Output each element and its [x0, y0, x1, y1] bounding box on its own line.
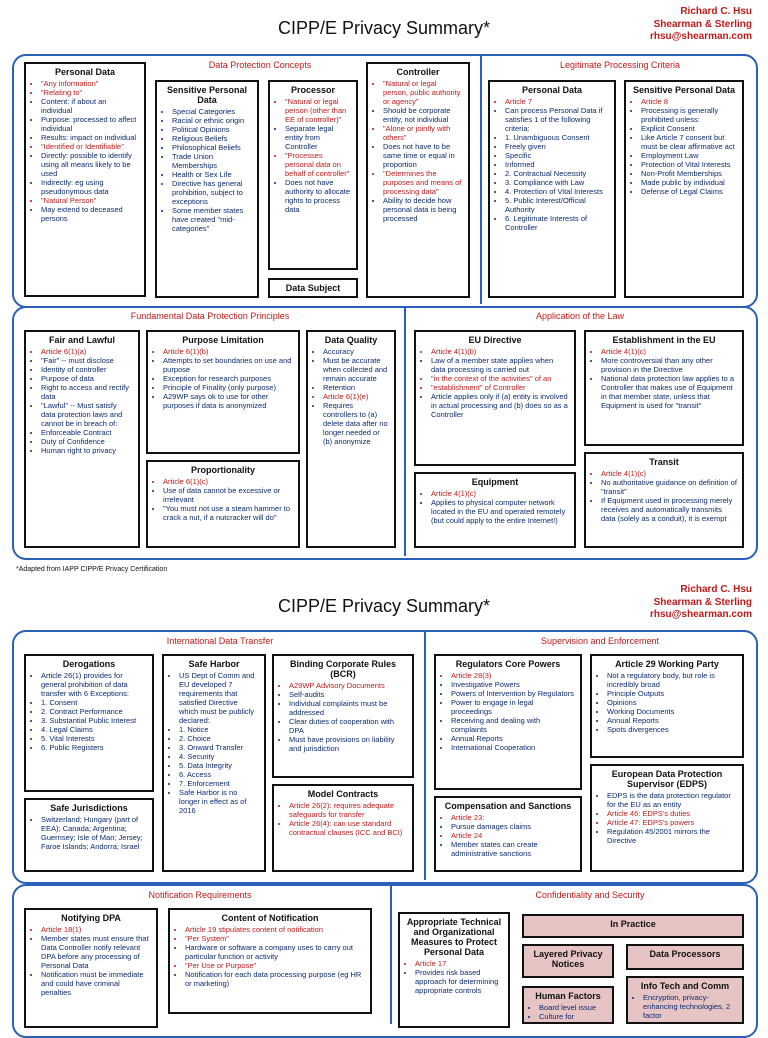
list-item: • Safe Harbor is no longer in effect as of 2016 — [179, 788, 259, 815]
section-title: Application of the Law — [535, 311, 625, 321]
box-safe-harbor — [162, 654, 266, 872]
list-item: • Article 26(4): can use standard contractual clauses (ICC and BCI) — [289, 819, 407, 837]
list-item: • May extend to deceased persons — [41, 205, 139, 223]
box-title: Fair and Lawful — [48, 335, 115, 345]
list-item: • 4. Security — [179, 752, 259, 761]
list-item: • Annual Reports — [607, 716, 737, 725]
list-item: • Spots divergences — [607, 725, 737, 734]
list-item: • Content: if about an individual — [41, 97, 139, 115]
list-item: • Not a regulatory body, but role is incredibly broad — [607, 671, 737, 689]
list-item: • Some member states have created "mid-categories" — [172, 206, 252, 233]
list-item: • Article 47: EDPS's powers — [607, 818, 737, 827]
list-item: • Applies to physical computer network located in the EU and operated remotely (but could apply to the entire Internet!) — [431, 498, 569, 525]
list-item: • 2. Contract Performance — [41, 707, 147, 716]
list-item: • Duty of Confidence — [41, 437, 133, 446]
list-item: • Article 4(1)(c) — [601, 469, 737, 478]
box-eu-directive — [414, 330, 576, 466]
box-purpose-limitation — [146, 330, 300, 454]
list-item: • Article 8 — [641, 97, 737, 106]
list-item: • Article 6(1)(b) — [163, 347, 293, 356]
box-title: EU Directive — [468, 335, 522, 345]
list-item: • Purpose of data — [41, 374, 133, 383]
list-item: • 5. Public Interest/Official Authority — [505, 196, 609, 214]
box-proportionality — [146, 460, 300, 548]
author-block — [650, 6, 752, 44]
list-item: • Separate legal entity from Controller — [285, 124, 351, 151]
list-item: • "Natural or legal person, public authority or agency" — [383, 79, 463, 106]
list-item: • Non-Profit Memberships — [641, 169, 737, 178]
list-item: • 3. Compliance with Law — [505, 178, 609, 187]
list-item: • Annual Reports — [451, 734, 575, 743]
list-item: • Principle of Finality (only purpose) — [163, 383, 293, 392]
list-item: • Notification for each data processing purpose (eg HR or marketing) — [185, 970, 365, 988]
list-item: • Requires controllers to (a) delete data after no longer needed or (b) anonymize — [323, 401, 389, 446]
list-item: • Article 6(1)(c) — [163, 477, 293, 486]
list-item: • Article 6(1)(e) — [323, 392, 389, 401]
box-title: Content of Notification — [221, 913, 319, 923]
divider — [480, 54, 482, 304]
list-item: • Article 19 stipulates content of notification — [185, 925, 365, 934]
list-item: • Article 26(1) provides for general prohibition of data transfer with 6 Exceptions: — [41, 671, 147, 698]
list-item: • Enforceable Contract — [41, 428, 133, 437]
box-notifying-dpa — [24, 908, 158, 1028]
box-regulators — [434, 654, 582, 790]
author-name: Richard C. Hsu — [680, 584, 752, 595]
box-personal-data — [24, 62, 146, 297]
list-item: • Provides risk based approach for determining appropriate controls — [415, 968, 503, 995]
box-title: Model Contracts — [307, 789, 379, 799]
list-item: • Article 17 — [415, 959, 503, 968]
list-item: • Article 46: EDPS's duties — [607, 809, 737, 818]
list-item: • No authoritative guidance on definition of "transit" — [601, 478, 737, 496]
list-item: • Should be corporate entity, not individual — [383, 106, 463, 124]
list-item: • 3. Substantial Public Interest — [41, 716, 147, 725]
box-title: Info Tech and Comm — [640, 981, 730, 991]
list-item: • Human right to privacy — [41, 446, 133, 455]
page-title: CIPP/E Privacy Summary* — [277, 596, 491, 616]
box-title: Transit — [649, 457, 679, 467]
list-item: • Clear duties of cooperation with DPA — [289, 717, 407, 735]
box-edps — [590, 764, 744, 872]
list-item: • Explicit Consent — [641, 124, 737, 133]
divider — [390, 884, 392, 1024]
list-item: • Law of a member state applies when data processing is carried out — [431, 356, 569, 374]
list-item: • Article 4(1)(c) — [601, 347, 737, 356]
list-item: • Individual complaints must be addressed — [289, 699, 407, 717]
list-item: • "Per System" — [185, 934, 365, 943]
box-info-tech — [626, 976, 744, 1024]
box-title: Article 29 Working Party — [615, 659, 719, 669]
list-item: • 2. Contractual Necessity — [505, 169, 609, 178]
list-item: • 4. Protection of Vital Interests — [505, 187, 609, 196]
list-item: • National data protection law applies to a Controller that makes use of Equipment in that member state, unless that Equipment is used for "transit" — [601, 374, 737, 410]
list-item: • Results: impact on individual — [41, 133, 139, 142]
list-item: • Article 28(3) — [451, 671, 575, 680]
author-firm: Shearman & Sterling — [653, 18, 752, 30]
box-title: Purpose Limitation — [182, 335, 264, 345]
list-item: • Protection of Vital Interests — [641, 160, 737, 169]
box-title: Personal Data — [54, 67, 116, 77]
list-item: • "Per Use or Purpose" — [185, 961, 365, 970]
box-title: Notifying DPA — [61, 913, 121, 923]
box-human-factors — [522, 986, 614, 1024]
box-sensitive-data — [155, 80, 259, 298]
list-item: • Special Categories — [172, 107, 252, 116]
list-item: • International Cooperation — [451, 743, 575, 752]
box-layered-notices — [522, 944, 614, 978]
box-title: Proportionality — [190, 465, 255, 475]
list-item: • Retention — [323, 383, 389, 392]
box-in-practice — [522, 914, 744, 938]
list-item: • Like Article 7 consent but must be clear affirmative act — [641, 133, 737, 151]
box-a29wp — [590, 654, 744, 758]
list-item: • Political Opinions — [172, 125, 252, 134]
box-title: Sensitive Personal Data — [166, 85, 248, 105]
list-item: • Member states can create administrative sanctions — [451, 840, 575, 858]
section-title: Supervision and Enforcement — [540, 636, 660, 646]
list-item: • Hardware or software a company uses to carry out particular function or activity — [185, 943, 365, 961]
list-item: • Directive has general prohibition, subject to exceptions — [172, 179, 252, 206]
list-item: • Can process Personal Data if satisfies 1 of the following criteria: — [505, 106, 609, 133]
section-title: Data Protection Concepts — [208, 60, 312, 70]
list-item: • Board level issue — [539, 1003, 607, 1012]
list-item: • Principle Outputs — [607, 689, 737, 698]
list-item: • Culture for — [539, 1012, 607, 1021]
list-item: • "Any information" — [41, 79, 139, 88]
list-item: • Made public by individual — [641, 178, 737, 187]
list-item: • Article applies only if (a) entity is involved in actual processing and (b) does so as a Controller — [431, 392, 569, 419]
list-item: • Health or Sex Life — [172, 170, 252, 179]
author-firm: Shearman & Sterling — [653, 596, 752, 608]
section-title: Legitimate Processing Criteria — [559, 60, 681, 70]
box-lp-sensitive — [624, 80, 744, 298]
list-item: • Does not have authority to allocate rights to process data — [285, 178, 351, 214]
list-item: • 3. Onward Transfer — [179, 743, 259, 752]
list-item: • More controversial than any other provision in the Directive — [601, 356, 737, 374]
author-name: Richard C. Hsu — [680, 6, 752, 17]
box-data-processors — [626, 944, 744, 970]
box-controller — [366, 62, 470, 298]
box-title: Compensation and Sanctions — [444, 801, 572, 811]
list-item: • 1. Consent — [41, 698, 147, 707]
list-item: • "Alone or jointly with others" — [383, 124, 463, 142]
list-item: • Opinions — [607, 698, 737, 707]
divider — [424, 630, 426, 880]
box-establishment — [584, 330, 744, 446]
author-block — [650, 584, 752, 622]
divider — [404, 306, 406, 556]
list-item: • Must have provisions on liability and jurisdiction — [289, 735, 407, 753]
box-title: Regulators Core Powers — [455, 659, 561, 669]
list-item: • Exception for research purposes — [163, 374, 293, 383]
section-title: Fundamental Data Protection Principles — [130, 311, 290, 321]
box-title: Appropriate Technical and Organizational Measures to Protect Personal Data — [406, 917, 502, 957]
list-item: • US Dept of Comm and EU developed 7 requirements that satisfied Directive which must be publicly declared: — [179, 671, 259, 725]
page-title: CIPP/E Privacy Summary* — [277, 18, 491, 38]
section-title: Confidentiality and Security — [535, 890, 645, 900]
list-item: • Pursue damages claims — [451, 822, 575, 831]
box-fair-lawful — [24, 330, 140, 548]
list-item: • 5. Vital Interests — [41, 734, 147, 743]
list-item: • Does not have to be same time or equal in proportion — [383, 142, 463, 169]
list-item: • Article 23: — [451, 813, 575, 822]
list-item: • Use of data cannot be excessive or irrelevant — [163, 486, 293, 504]
box-title: Data Quality — [324, 335, 378, 345]
list-item: • Member states must ensure that Data Controller notify relevant DPA before any processing of Personal Data — [41, 934, 151, 970]
list-item: • Regulation 45/2001 mirrors the Directive — [607, 827, 737, 845]
list-item: • Article 18(1) — [41, 925, 151, 934]
box-title: Controller — [396, 67, 440, 77]
list-item: • "Lawful" -- Must satisfy data protection laws and cannot be in breach of: — [41, 401, 133, 428]
box-title: Binding Corporate Rules (BCR) — [289, 659, 396, 679]
box-equipment — [414, 472, 576, 548]
list-item: • 5. Data Integrity — [179, 761, 259, 770]
list-item: • Article 6(1)(a) — [41, 347, 133, 356]
author-email: rhsu@shearman.com — [649, 31, 752, 42]
box-title: Safe Jurisdictions — [50, 803, 128, 813]
box-bcr — [272, 654, 414, 778]
list-item: • Article 26(2): requires adequate safeguards for transfer — [289, 801, 407, 819]
box-processor — [268, 80, 358, 270]
box-data-quality — [306, 330, 396, 548]
list-item: • Ability to decide how personal data is being processed — [383, 196, 463, 223]
list-item: • 1. Unambiguous Consent — [505, 133, 609, 142]
footnote: *Adapted from IAPP CIPP/E Privacy Certification — [16, 566, 168, 573]
box-title: European Data Protection Supervisor (EDPS) — [611, 769, 723, 789]
box-title: Derogations — [62, 659, 116, 669]
list-item: • "Processes personal data on behalf of controller" — [285, 151, 351, 178]
list-item: • Freely given — [505, 142, 609, 151]
box-title: In Practice — [610, 919, 656, 929]
list-item: • Article 24 — [451, 831, 575, 840]
list-item: • 2. Choice — [179, 734, 259, 743]
box-title: Sensitive Personal Data — [632, 85, 736, 95]
list-item: • Employment Law — [641, 151, 737, 160]
list-item: • "Natural Person" — [41, 196, 139, 205]
list-item: • Racial or ethnic origin — [172, 116, 252, 125]
box-title: Processor — [290, 85, 336, 95]
list-item: • Philosophical Beliefs — [172, 143, 252, 152]
box-compensation — [434, 796, 582, 872]
box-data-subject — [268, 278, 358, 298]
list-item: • Working Documents — [607, 707, 737, 716]
list-item: • "Identified or Identifiable" — [41, 142, 139, 151]
list-item: • "in the context of the activities" of an — [431, 374, 569, 383]
list-item: • Notification must be immediate and could have criminal penalties — [41, 970, 151, 997]
list-item: • Attempts to set boundaries on use and purpose — [163, 356, 293, 374]
list-item: • Powers of Intervention by Regulators — [451, 689, 575, 698]
list-item: • A29WP Advisory Documents — [289, 681, 407, 690]
list-item: • Informed — [505, 160, 609, 169]
section-title: Notification Requirements — [148, 890, 252, 900]
list-item: • Indirectly: eg using pseudonymous data — [41, 178, 139, 196]
list-item: • "Determines the purposes and means of processing data" — [383, 169, 463, 196]
list-item: • 4. Legal Claims — [41, 725, 147, 734]
box-lp-personal-data — [488, 80, 616, 298]
list-item: • Article 4(1)(b) — [431, 347, 569, 356]
list-item: • "You must not use a steam hammer to crack a nut, if a nutcracker will do" — [163, 504, 293, 522]
box-title: Layered Privacy Notices — [533, 949, 603, 969]
list-item: • Religious Beliefs — [172, 134, 252, 143]
box-derogations — [24, 654, 154, 792]
list-item: • Power to engage in legal proceedings — [451, 698, 575, 716]
list-item: • Receiving and dealing with complaints — [451, 716, 575, 734]
list-item: • 7. Enforcement — [179, 779, 259, 788]
list-item: • Accuracy — [323, 347, 389, 356]
list-item: • EDPS is the data protection regulator for the EU as an entity — [607, 791, 737, 809]
list-item: • Investigative Powers — [451, 680, 575, 689]
box-title: Data Processors — [649, 949, 721, 959]
box-title: Human Factors — [535, 991, 601, 1001]
list-item: • A29WP says ok to use for other purposes if data is anonymized — [163, 392, 293, 410]
list-item: • "establishment" of Controller — [431, 383, 569, 392]
list-item: • Switzerland; Hungary (part of EEA); Canada; Argentina; Guernsey; Isle of Man; Jersey; Faroe Islands; Andorra; Israel — [41, 815, 147, 851]
list-item: • 1. Notice — [179, 725, 259, 734]
list-item: • 6. Access — [179, 770, 259, 779]
list-item: • Specific — [505, 151, 609, 160]
box-title: Data Subject — [285, 283, 341, 293]
list-item: • Must be accurate when collected and remain accurate — [323, 356, 389, 383]
list-item: • Directly: possible to identify using all means likely to be used — [41, 151, 139, 178]
box-technical-measures — [398, 912, 510, 1028]
list-item: • "Natural or legal person (other than EE of controller)" — [285, 97, 351, 124]
box-content-notification — [168, 908, 372, 1014]
list-item: • Identity of controller — [41, 365, 133, 374]
list-item: • Defense of Legal Claims — [641, 187, 737, 196]
list-item: • Trade Union Memberships — [172, 152, 252, 170]
list-item: • 6. Public Registers — [41, 743, 147, 752]
box-title: Establishment in the EU — [612, 335, 716, 345]
list-item: • Right to access and rectify data — [41, 383, 133, 401]
box-title: Safe Harbor — [188, 659, 240, 669]
author-email: rhsu@shearman.com — [649, 609, 752, 620]
list-item: • "Relating to" — [41, 88, 139, 97]
list-item: • Encryption, privacy-enhancing technologies, 2 factor — [643, 993, 737, 1020]
list-item: • "Fair" -- must disclose — [41, 356, 133, 365]
list-item: • Article 7 — [505, 97, 609, 106]
box-model-contracts — [272, 784, 414, 872]
box-title: Equipment — [471, 477, 519, 487]
list-item: • Processing is generally prohibited unless: — [641, 106, 737, 124]
list-item: • If Equipment used in processing merely receives and automatically transmits data (solely as a conduit), it is exempt — [601, 496, 737, 523]
list-item: • 6. Legitimate Interests of Controller — [505, 214, 609, 232]
list-item: • Purpose: processed to affect individual — [41, 115, 139, 133]
box-title: Personal Data — [521, 85, 583, 95]
section-title: International Data Transfer — [166, 636, 274, 646]
box-transit — [584, 452, 744, 548]
list-item: • Self-audits — [289, 690, 407, 699]
list-item: • Article 4(1)(c) — [431, 489, 569, 498]
box-safe-jurisdictions — [24, 798, 154, 872]
